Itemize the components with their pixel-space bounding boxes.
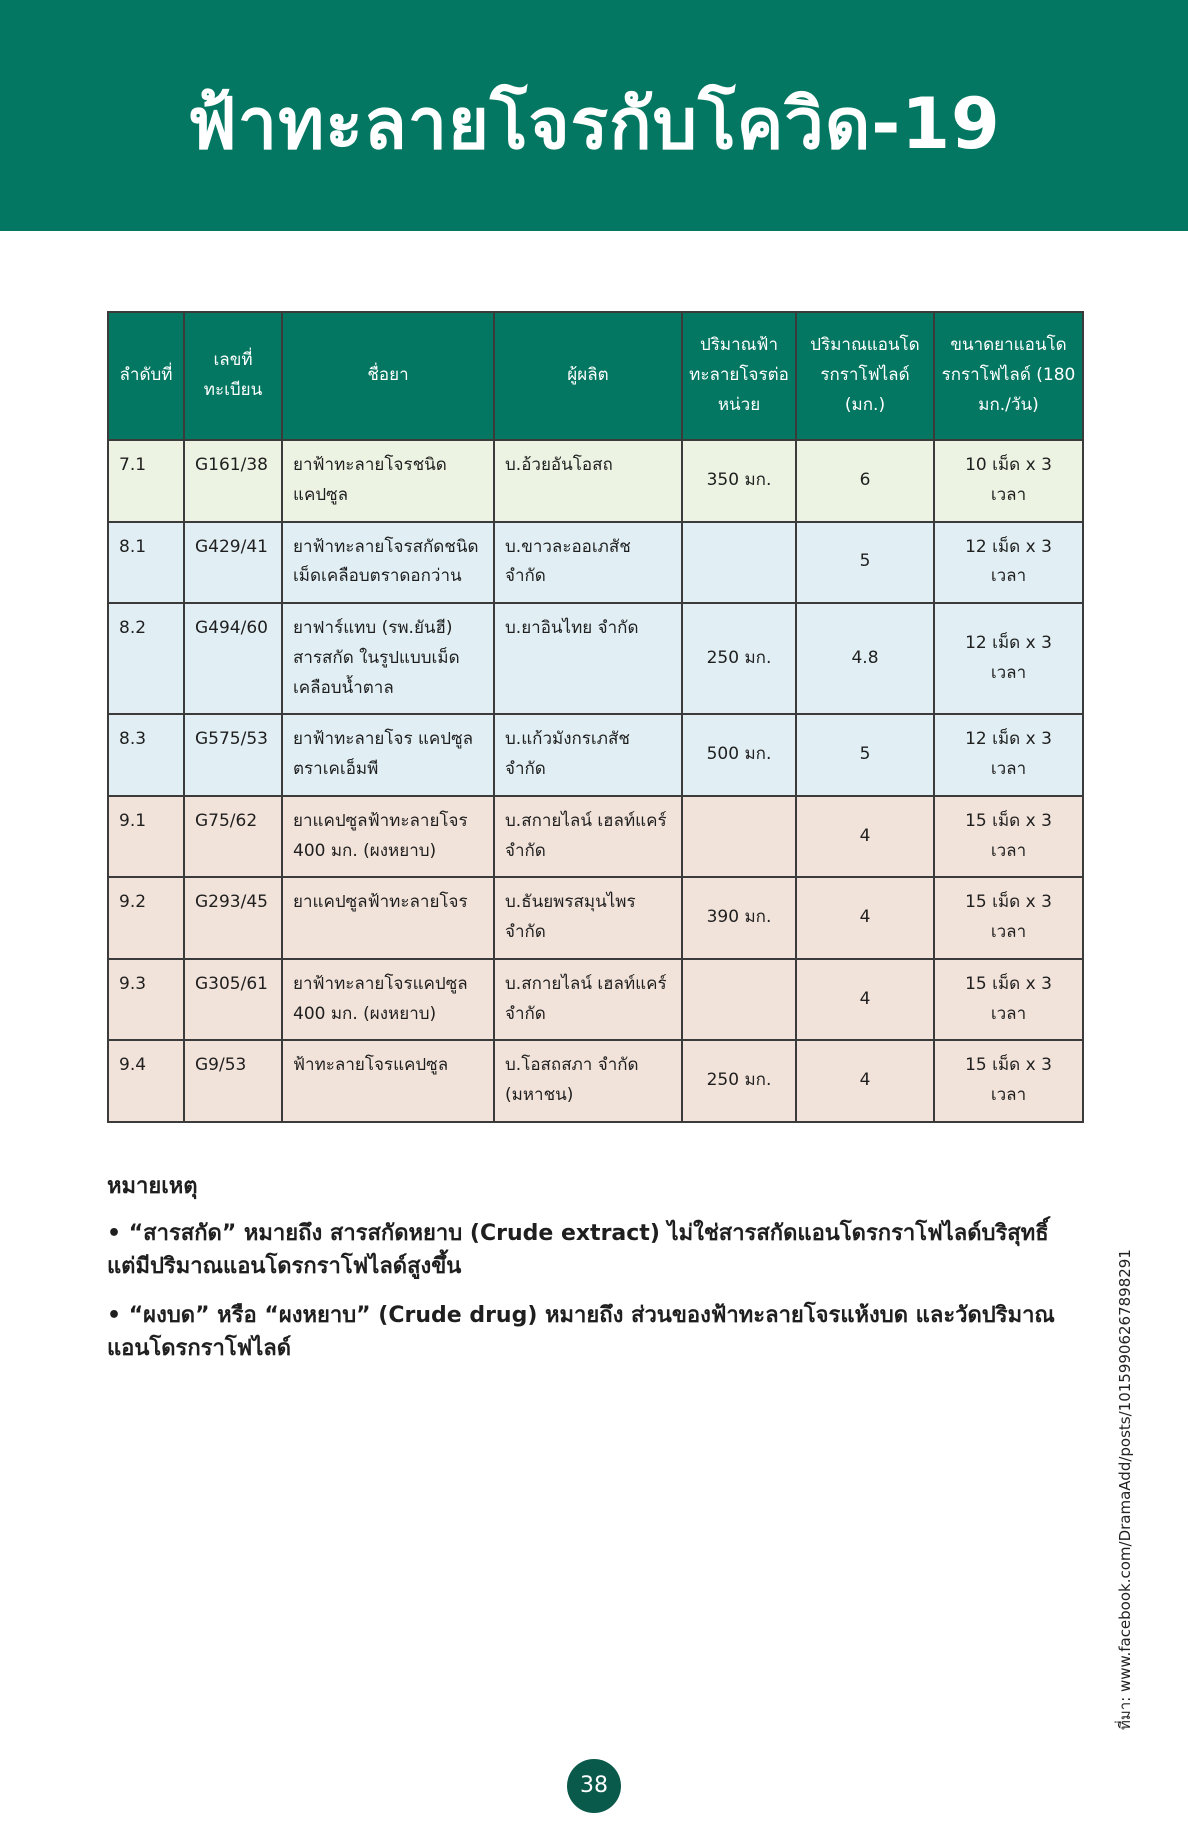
table-row bbox=[108, 522, 1083, 604]
table-row bbox=[108, 1040, 1083, 1122]
cell-amount bbox=[682, 796, 796, 878]
cell-amount: 500 มก. bbox=[682, 714, 796, 796]
header-name: ชื่อยา bbox=[282, 312, 494, 440]
cell-name: ยาฟ้าทะลายโจรแคปซูล 400 มก. (ผงหยาบ) bbox=[282, 959, 494, 1041]
note-item: • “สารสกัด” หมายถึง สารสกัดหยาบ (Crude extract) ไม่ใช่สารสกัดแอนโดรกราโฟไลด์บริสุทธิ์ แต่มีปริมาณแอนโดรกราโฟไลด์สูงขึ้น bbox=[107, 1221, 1049, 1279]
cell-dose: 15 เม็ด x 3 เวลา bbox=[934, 877, 1083, 959]
cell-dose: 15 เม็ด x 3 เวลา bbox=[934, 1040, 1083, 1122]
cell-maker: บ.ยาอินไทย จำกัด bbox=[494, 603, 682, 714]
cell-andro: 4 bbox=[796, 1040, 934, 1122]
cell-andro: 4 bbox=[796, 959, 934, 1041]
cell-maker: บ.สกายไลน์ เฮลท์แคร์ จำกัด bbox=[494, 959, 682, 1041]
cell-reg: G575/53 bbox=[184, 714, 282, 796]
cell-name: ยาแคปซูลฟ้าทะลายโจร 400 มก. (ผงหยาบ) bbox=[282, 796, 494, 878]
page-number-badge: 38 bbox=[567, 1759, 621, 1813]
cell-name: ฟ้าทะลายโจรแคปซูล bbox=[282, 1040, 494, 1122]
cell-name: ยาฟ้าทะลายโจร แคปซูลตราเคเอ็มพี bbox=[282, 714, 494, 796]
cell-amount bbox=[682, 959, 796, 1041]
cell-maker: บ.ธันยพรสมุนไพร จำกัด bbox=[494, 877, 682, 959]
table-header-row bbox=[108, 312, 1083, 440]
cell-maker: บ.โอสถสภา จำกัด (มหาชน) bbox=[494, 1040, 682, 1122]
cell-andro: 4 bbox=[796, 877, 934, 959]
table-row bbox=[108, 440, 1083, 522]
cell-name: ยาฟ้าทะลายโจรชนิดแคปซูล bbox=[282, 440, 494, 522]
cell-no: 8.1 bbox=[108, 522, 184, 604]
cell-amount: 250 มก. bbox=[682, 1040, 796, 1122]
cell-no: 8.2 bbox=[108, 603, 184, 714]
cell-no: 8.3 bbox=[108, 714, 184, 796]
cell-reg: G429/41 bbox=[184, 522, 282, 604]
cell-dose: 10 เม็ด x 3 เวลา bbox=[934, 440, 1083, 522]
cell-maker: บ.แก้วมังกรเภสัช จำกัด bbox=[494, 714, 682, 796]
cell-no: 9.3 bbox=[108, 959, 184, 1041]
cell-reg: G75/62 bbox=[184, 796, 282, 878]
cell-amount: 350 มก. bbox=[682, 440, 796, 522]
cell-no: 9.2 bbox=[108, 877, 184, 959]
title-banner bbox=[0, 0, 1188, 231]
notes-section bbox=[107, 1168, 1067, 1381]
cell-no: 7.1 bbox=[108, 440, 184, 522]
notes-heading: หมายเหตุ bbox=[107, 1174, 198, 1199]
table-row bbox=[108, 877, 1083, 959]
cell-no: 9.4 bbox=[108, 1040, 184, 1122]
cell-maker: บ.สกายไลน์ เฮลท์แคร์ จำกัด bbox=[494, 796, 682, 878]
cell-amount: 390 มก. bbox=[682, 877, 796, 959]
table-row bbox=[108, 714, 1083, 796]
header-dose: ขนาดยาแอนโดรกราโฟไลด์ (180 มก./วัน) bbox=[934, 312, 1083, 440]
cell-amount: 250 มก. bbox=[682, 603, 796, 714]
cell-reg: G161/38 bbox=[184, 440, 282, 522]
source-credit: ที่มา: www.facebook.com/DramaAdd/posts/10159906267898291 bbox=[1116, 1249, 1134, 1730]
cell-andro: 6 bbox=[796, 440, 934, 522]
table-row bbox=[108, 796, 1083, 878]
cell-maker: บ.อ้วยอันโอสถ bbox=[494, 440, 682, 522]
cell-andro: 5 bbox=[796, 714, 934, 796]
cell-reg: G494/60 bbox=[184, 603, 282, 714]
header-andro: ปริมาณแอนโดรกราโฟไลด์ (มก.) bbox=[796, 312, 934, 440]
table-row bbox=[108, 959, 1083, 1041]
header-amount: ปริมาณฟ้าทะลายโจรต่อหน่วย bbox=[682, 312, 796, 440]
drug-table bbox=[107, 311, 1084, 1123]
header-maker: ผู้ผลิต bbox=[494, 312, 682, 440]
table-row bbox=[108, 603, 1083, 714]
cell-reg: G293/45 bbox=[184, 877, 282, 959]
cell-dose: 15 เม็ด x 3 เวลา bbox=[934, 796, 1083, 878]
cell-reg: G305/61 bbox=[184, 959, 282, 1041]
cell-andro: 4.8 bbox=[796, 603, 934, 714]
cell-amount bbox=[682, 522, 796, 604]
cell-name: ยาฟาร์แทบ (รพ.ยันฮี) สารสกัด ในรูปแบบเม็ดเคลือบน้ำตาล bbox=[282, 603, 494, 714]
header-no: ลำดับที่ bbox=[108, 312, 184, 440]
cell-dose: 12 เม็ด x 3 เวลา bbox=[934, 522, 1083, 604]
cell-name: ยาฟ้าทะลายโจรสกัดชนิดเม็ดเคลือบตราดอกว่าน bbox=[282, 522, 494, 604]
cell-maker: บ.ขาวละออเภสัช จำกัด bbox=[494, 522, 682, 604]
cell-no: 9.1 bbox=[108, 796, 184, 878]
note-item: • “ผงบด” หรือ “ผงหยาบ” (Crude drug) หมายถึง ส่วนของฟ้าทะลายโจรแห้งบด และวัดปริมาณแอนโดรกราโฟไลด์ bbox=[107, 1303, 1055, 1361]
cell-andro: 4 bbox=[796, 796, 934, 878]
cell-dose: 12 เม็ด x 3 เวลา bbox=[934, 714, 1083, 796]
cell-andro: 5 bbox=[796, 522, 934, 604]
cell-dose: 12 เม็ด x 3 เวลา bbox=[934, 603, 1083, 714]
cell-name: ยาแคปซูลฟ้าทะลายโจร bbox=[282, 877, 494, 959]
cell-reg: G9/53 bbox=[184, 1040, 282, 1122]
page-title: ฟ้าทะลายโจรกับโควิด-19 bbox=[187, 83, 1001, 165]
header-reg: เลขที่ทะเบียน bbox=[184, 312, 282, 440]
cell-dose: 15 เม็ด x 3 เวลา bbox=[934, 959, 1083, 1041]
